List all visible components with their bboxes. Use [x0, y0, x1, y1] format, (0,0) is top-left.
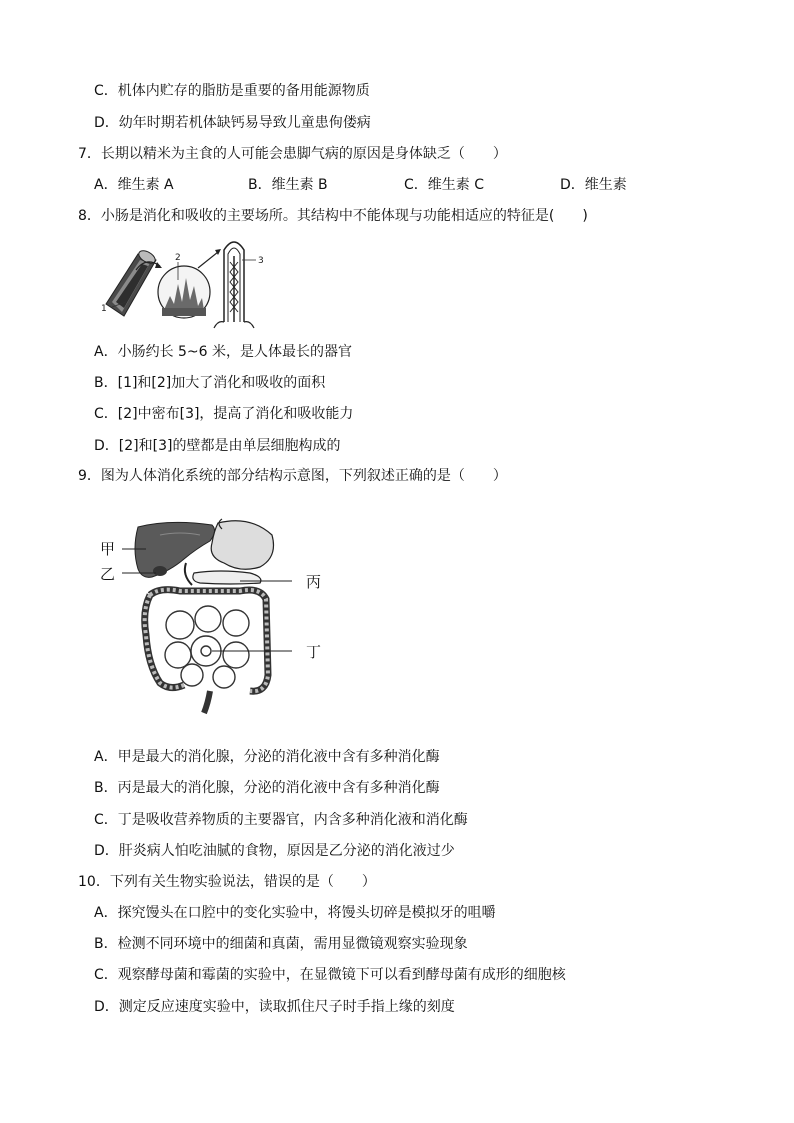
pancreas-shape: [193, 571, 261, 584]
q7-option-d: D．维生素: [560, 177, 627, 193]
q7-options: [94, 175, 714, 195]
q7-option-a: A．维生素 A: [94, 177, 174, 193]
q9-option-c: C．丁是吸收营养物质的主要器官，内含多种消化液和消化酶: [94, 812, 468, 828]
q10-option-a: A．探究馒头在口腔中的变化实验中，将馒头切碎是模拟牙的咀嚼: [94, 905, 496, 921]
liver-shape: [135, 522, 215, 577]
q9-option-d: D．肝炎病人怕吃油腻的食物，原因是乙分泌的消化液过少: [94, 843, 455, 859]
fig8-label-2: 2: [175, 253, 181, 263]
single-villus-image: [214, 242, 254, 328]
fig8-label-1: 1: [101, 304, 107, 314]
q7-option-c: C．维生素 C: [404, 177, 485, 193]
q8-stem: 8．小肠是消化和吸收的主要场所。其结构中不能体现与功能相适应的特征是( ): [78, 208, 588, 224]
villi-magnified-circle: [158, 266, 210, 318]
small-intestine-coils: [165, 606, 249, 688]
q7-option-b: B．维生素 B: [248, 177, 328, 193]
small-intestine-figure: [98, 232, 273, 332]
q10-option-c: C．观察酵母菌和霉菌的实验中，在显微镜下可以看到酵母菌有成形的细胞核: [94, 967, 566, 983]
q6-option-d: D．幼年时期若机体缺钙易导致儿童患佝偻病: [94, 115, 371, 131]
q9-option-a: A．甲是最大的消化腺，分泌的消化液中含有多种消化酶: [94, 749, 440, 765]
q8-option-d: D．[2]和[3]的壁都是由单层细胞构成的: [94, 438, 341, 454]
q10-option-b: B．检测不同环境中的细菌和真菌，需用显微镜观察实验现象: [94, 936, 468, 952]
q7-stem: 7．长期以精米为主食的人可能会患脚气病的原因是身体缺乏（ ）: [78, 146, 507, 162]
digestive-system-figure: [100, 515, 340, 715]
q6-option-c: C．机体内贮存的脂肪是重要的备用能源物质: [94, 83, 370, 99]
q8-option-a: A．小肠约长 5~6 米，是人体最长的器官: [94, 344, 353, 360]
q10-stem: 10．下列有关生物实验说法，错误的是（ ）: [78, 874, 376, 890]
q10-option-d: D．测定反应速度实验中，读取抓住尺子时手指上缘的刻度: [94, 999, 455, 1015]
q9-stem: 9．图为人体消化系统的部分结构示意图，下列叙述正确的是（ ）: [78, 468, 507, 484]
fig9-label-jia: 甲: [100, 540, 116, 558]
q8-option-b: B．[1]和[2]加大了消化和吸收的面积: [94, 375, 326, 391]
fig9-label-bing: 丙: [306, 573, 322, 591]
fig9-label-yi: 乙: [100, 565, 116, 583]
large-intestine-shape: [145, 590, 268, 692]
fig8-label-3: 3: [258, 256, 264, 266]
q8-option-c: C．[2]中密布[3]，提高了消化和吸收能力: [94, 406, 354, 422]
intestine-tube-image: [106, 248, 157, 316]
q9-option-b: B．丙是最大的消化腺，分泌的消化液中含有多种消化酶: [94, 780, 440, 796]
fig9-label-ding: 丁: [306, 643, 322, 661]
